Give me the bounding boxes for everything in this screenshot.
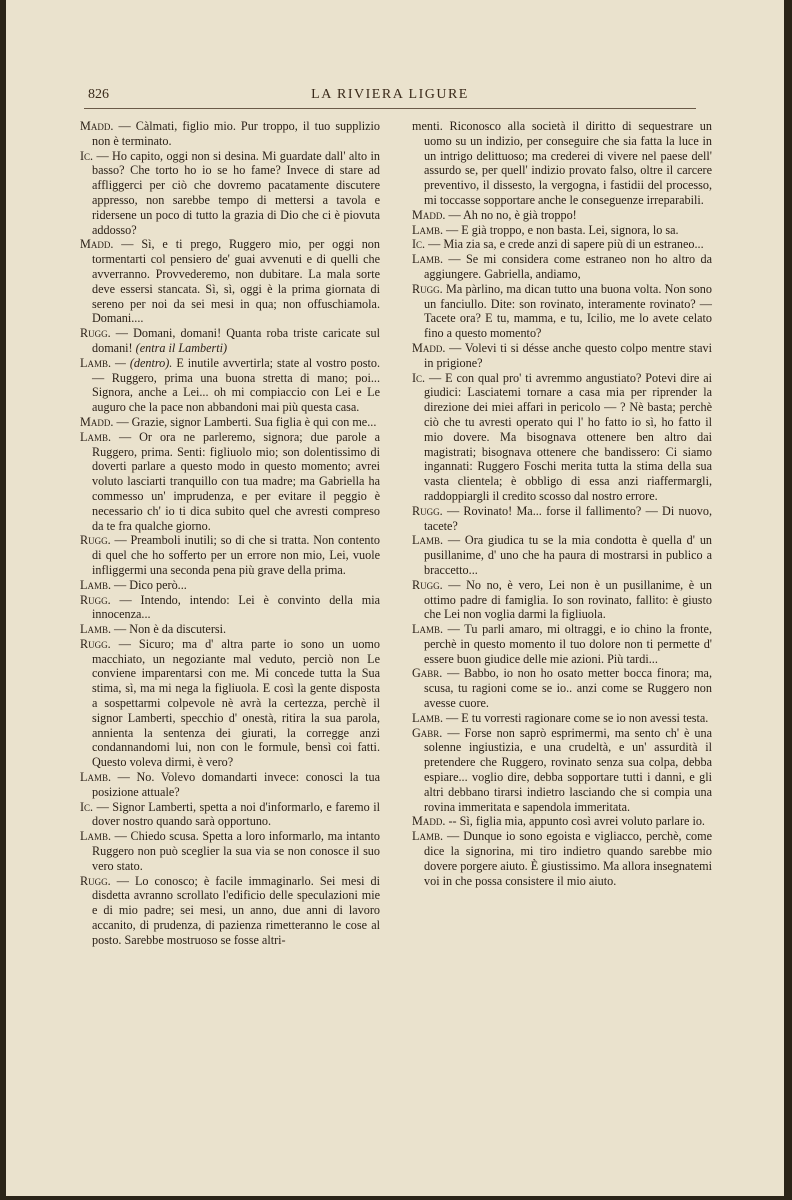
dialogue-text: — E già troppo, e non basta. Lei, signora, lo sa. [446, 222, 679, 237]
dialogue-paragraph [412, 578, 712, 622]
dialogue-paragraph [80, 770, 380, 800]
dialogue-text: E inutile avvertirla; state al vostro posto. — Ruggero, prima una buona stretta di mano; poi... Signora, anche a Lei... oh mi compiaccio con Lei e Le auguro che la pace non abbandoni mai più questa casa. [92, 355, 381, 415]
dialogue-text: menti. Riconosco alla società il diritto di sequestrare un uomo su un indizio, per conseguire che sia fatta la luce in un intrigo delittuoso; ma crederei di vivere nel paese dell' assurdo se, per quell' indizio provato falso, oltre il carcere preventivo, il dissesto, la vergogna, i fastidii del processo, mi toccasse sopportare anche le conseguenze irreparabili. [412, 119, 712, 207]
dialogue-paragraph [412, 237, 712, 252]
speaker-name: Lamb. [412, 622, 443, 637]
speaker-name: Lamb. [412, 222, 443, 237]
header-rule [84, 108, 696, 109]
dialogue-paragraph [80, 578, 380, 593]
speaker-name: Rugg. [80, 636, 111, 651]
dialogue-text: — No. Volevo domandarti invece: conosci la tua posizione attuale? [92, 770, 381, 799]
dialogue-paragraph [412, 252, 712, 282]
speaker-name: Lamb. [80, 577, 111, 592]
dialogue-text: — Forse non saprò esprimermi, ma sento ch' è una solenne ingiustizia, e una crudeltà, e un' assurdità il pretendere che Ruggero, rovinato senza sua colpa, debba espiare... voglio dire, debba sopportare tutti i danni, e gli altri debbano tirarsi indietro lasciando che si compia una rovina immeritata e sapendola immeritata. [424, 725, 712, 814]
page-number: 826 [88, 87, 109, 102]
dialogue-paragraph [412, 371, 712, 504]
speaker-name: Ic. [412, 370, 426, 385]
dialogue-paragraph [412, 814, 712, 829]
dialogue-paragraph [412, 208, 712, 223]
speaker-name: Lamb. [80, 770, 111, 785]
speaker-name: Rugg. [412, 281, 443, 296]
dialogue-text: — Lo conosco; è facile immaginarlo. Sei mesi di disdetta avranno scrollato l'edificio delle speculazioni mie e di mio padre; sei mesi, un anno, due anni di lavoro accanito, di prudenza, di pazienza rimetteranno le cose al posto. Sarebbe mostruoso se fosse altri- [92, 873, 380, 947]
speaker-name: Rugg. [80, 326, 111, 341]
dialogue-text: Ma pàrlino, ma dican tutto una buona volta. Non sono un fanciullo. Dite: son rovinato, interamente rovinato? — Tacete ora? E tu, mamma, e tu, Icilio, me lo avete celato fino a questo momento? [424, 281, 712, 341]
dialogue-text: — Ora giudica tu se la mia condotta è quella d' un pusillanime, d' uno che ha paura di mostrarsi in publico a braccetto... [424, 533, 713, 577]
dialogue-paragraph [80, 800, 380, 830]
dialogue-text: — Grazie, signor Lamberti. Sua figlia è qui con me... [116, 414, 377, 429]
speaker-name: Rugg. [412, 577, 443, 592]
dialogue-text: — Rovinato! Ma... forse il fallimento? — Di nuovo, tacete? [424, 503, 713, 533]
speaker-name: Rugg. [80, 873, 111, 888]
dialogue-text: — Signor Lamberti, spetta a noi d'informarlo, e faremo il dover nostro quando sarà opportuno. [92, 799, 381, 829]
dialogue-paragraph [80, 415, 380, 430]
speaker-name: Ic. [412, 237, 426, 252]
dialogue-text: — Ah no no, è già troppo! [448, 207, 577, 222]
stage-direction: (entra il Lamberti) [135, 340, 228, 355]
dialogue-text: — E tu vorresti ragionare come se io non avessi testa. [446, 710, 709, 725]
dialogue-paragraph [412, 666, 712, 710]
dialogue-text: — E con qual pro' ti avremmo angustiato? Potevi dire ai giudici: Lasciatemi tornare a casa mia per riprender la direzione dei miei affari in pericolo — ? Nè basta; perchè ciò che tu avresti operato qui l' ho fatto io sì, ho fatto il mio dovere. Ma bisognava ottenere ben altro dai magistrati; bisognava ottenere che bandissero: Ci siamo ingannati: Ruggero Foschi merita tutta la stima della sua vasta clientela; è obbligo di essa anzi riaffermargli, raddoppiargli il credito scosso dal nostro errore. [424, 370, 712, 503]
dialogue-paragraph [412, 119, 712, 208]
dialogue-paragraph [80, 237, 380, 326]
stage-direction: — (dentro). [115, 355, 173, 370]
dialogue-paragraph [80, 149, 380, 238]
speaker-name: Lamb. [80, 355, 111, 370]
speaker-name: Madd. [80, 414, 114, 429]
dialogue-text: — Tu parli amaro, mi oltraggi, e io chino la fronte, perchè in questo momento il tuo dolore non ti permette d' essere buon giudice delle mie azioni. Più tardi... [424, 622, 712, 666]
dialogue-paragraph [412, 282, 712, 341]
dialogue-paragraph [80, 119, 380, 149]
dialogue-text: — Càlmati, figlio mio. Pur troppo, il tuo supplizio non è terminato. [92, 119, 380, 148]
dialogue-text: — Se mi considera come estraneo non ho altro da aggiungere. Gabriella, andiamo, [424, 252, 712, 281]
left-column [80, 119, 380, 948]
dialogue-paragraph [80, 533, 380, 577]
dialogue-text: — Domani, domani! Quanta roba triste caricate sul domani! [92, 326, 380, 355]
dialogue-text: — Chiedo scusa. Spetta a loro informarlo, ma intanto Ruggero non può sceglier la sua via se non conosce il suo vero stato. [92, 829, 380, 873]
dialogue-paragraph [80, 356, 380, 415]
dialogue-text: — Intendo, intendo: Lei è convinto della mia innocenza... [92, 592, 381, 622]
dialogue-text: — Preamboli inutili; so di che si tratta. Non contento di quel che ho sofferto per un errore non mio, Lei, vuole infliggermi una seconda pena più grave della prima. [92, 533, 380, 577]
dialogue-paragraph [80, 622, 380, 637]
right-column [412, 119, 712, 888]
dialogue-text: — No no, è vero, Lei non è un pusillanime, è un ottimo padre di famiglia. Io son rovinato, fallito: è giusto che Lei non voglia darmi la figliuola. [424, 577, 713, 622]
speaker-name: Ic. [80, 148, 94, 163]
dialogue-paragraph [80, 874, 380, 948]
speaker-name: Rugg. [412, 503, 443, 518]
speaker-name: Madd. [412, 340, 446, 355]
dialogue-paragraph [412, 622, 712, 666]
speaker-name: Lamb. [80, 622, 111, 637]
dialogue-paragraph [412, 504, 712, 534]
dialogue-text: — Non è da discutersi. [114, 622, 227, 637]
page-header [84, 84, 696, 106]
dialogue-paragraph [412, 726, 712, 815]
dialogue-paragraph [80, 637, 380, 770]
speaker-name: Lamb. [80, 429, 111, 444]
dialogue-text: — Dico però... [114, 577, 187, 592]
dialogue-text: -- Sì, figlia mia, appunto così avrei voluto parlare io. [448, 814, 705, 829]
dialogue-paragraph [412, 341, 712, 371]
dialogue-text: — Or ora ne parleremo, signora; due parole a Ruggero, prima. Senti: figliuolo mio; son dolentissimo di doverti parlare a questo modo in questo momento; avrei voluto lasciarti tranquillo con tua madre; ma Gabriella ha commesso un' imprudenza, e per evitare il peggio è necessario ch' io ti dica subito quel che avresti compreso da te fra qualche giorno. [92, 429, 380, 533]
dialogue-text: — Ho capito, oggi non si desina. Mi guardate dall' alto in basso? Che torto ho io se ho fame? Invece di stare ad affliggerci per ciò che dovremo pacatamente discutere appresso, non sarebbe tempo di mettersi a tavola e ridersene un poco di tutto la grazia di Dio che ci è piovuta addosso? [92, 148, 380, 237]
speaker-name: Madd. [412, 207, 446, 222]
speaker-name: Lamb. [412, 252, 443, 267]
dialogue-text: — Sì, e ti prego, Ruggero mio, per oggi non tormentarti col pensiero de' guai avvenuti e di quelli che avverranno. Provvederemo, non dubitare. La mala sorte deve essersi stancata. Sì, sì, oggi è la prima giornata di sereno per noi da sei mesi in qua; non offuschiamola. Domani.... [92, 237, 380, 326]
dialogue-paragraph [80, 326, 380, 356]
running-title: LA RIVIERA LIGURE [311, 87, 469, 102]
speaker-name: Lamb. [412, 829, 443, 844]
dialogue-paragraph [412, 711, 712, 726]
speaker-name: Rugg. [80, 533, 111, 548]
speaker-name: Lamb. [412, 710, 443, 725]
speaker-name: Madd. [80, 119, 114, 133]
speaker-name: Lamb. [80, 829, 111, 844]
speaker-name: Gabr. [412, 725, 443, 740]
speaker-name: Madd. [412, 814, 446, 829]
dialogue-paragraph [80, 593, 380, 623]
speaker-name: Lamb. [412, 533, 443, 548]
dialogue-paragraph [412, 223, 712, 238]
speaker-name: Ic. [80, 799, 94, 814]
dialogue-text: — Volevi ti si désse anche questo colpo mentre stavi in prigione? [424, 340, 712, 370]
dialogue-text: — Babbo, io non ho osato metter bocca finora; ma, scusa, tu ragioni come se io.. anzi come se Ruggero non avesse cuore. [424, 666, 713, 711]
speaker-name: Madd. [80, 237, 114, 252]
dialogue-paragraph [412, 829, 712, 888]
dialogue-paragraph [80, 829, 380, 873]
speaker-name: Rugg. [80, 592, 111, 607]
dialogue-text: — Sicuro; ma d' altra parte io sono un uomo macchiato, un negoziante mal veduto, perciò non Le conviene imparentarsi con me. Mi concede tutta la Sua stima, sì, ma mi nega la figliuola. E così la gente disposta a sospettarmi colpevole nè avrà la certezza, perchè il signor Lamberti, specchio d' onestà, ritira la sua parola, annienta la sentenza dei giurati, la corregge anzi condannandomi lui, non con le formule, bensì coi fatti. Questo voleva dirmi, è vero? [92, 636, 381, 770]
speaker-name: Gabr. [412, 666, 443, 681]
dialogue-text: — Mia zia sa, e crede anzi di sapere più di un estraneo... [428, 237, 704, 252]
dialogue-text: — Dunque io sono egoista e vigliacco, perchè, come dice la signorina, mi tiro indietro quando sarebbe mio dovere porgere aiuto. È giustissimo. Ma allora insegnatemi voi in che possa consistere il mio aiuto. [424, 829, 713, 888]
dialogue-paragraph [412, 533, 712, 577]
dialogue-paragraph [80, 430, 380, 534]
